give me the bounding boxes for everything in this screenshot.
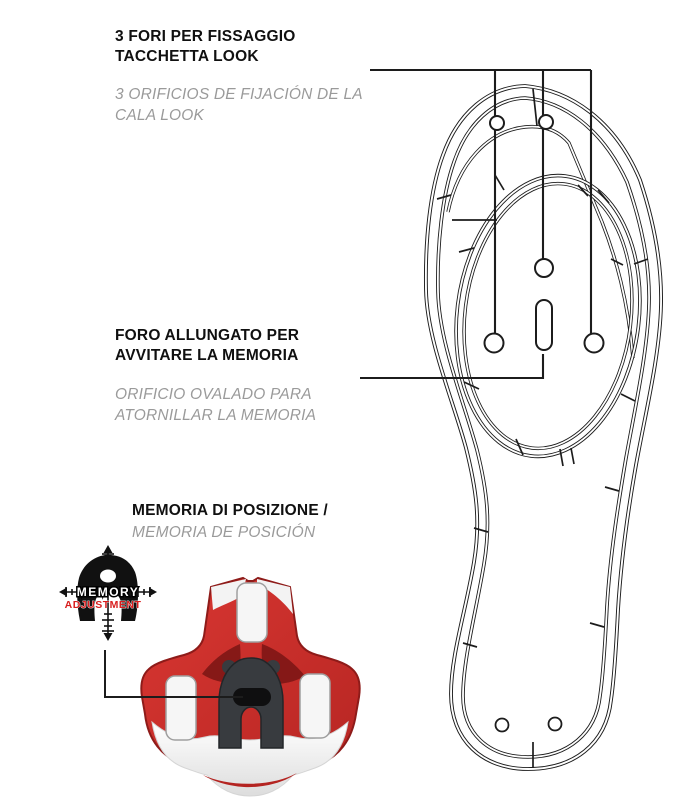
cleat-bolt-hole-right <box>585 334 604 353</box>
cleat-bolt-hole-left <box>485 334 504 353</box>
heel-pad-screw <box>549 718 562 731</box>
label-memory-slot-it: FORO ALLUNGATO PER AVVITARE LA MEMORIA <box>115 327 300 364</box>
logo-adjustment-text: ADJUSTMENT <box>64 599 142 611</box>
label-position-memory-it: MEMORIA DI POSIZIONE / <box>132 502 328 519</box>
memory-adjustment-logo <box>59 545 157 641</box>
label-memory-slot-es: ORIFICIO OVALADO PARA ATORNILLAR LA MEMORIA <box>115 386 317 424</box>
cleat-bolt-hole-center <box>535 259 553 277</box>
magnet-hole <box>100 570 116 583</box>
cleat-illustration <box>105 578 360 796</box>
toe-vent-hole <box>490 116 504 130</box>
memory-screw-slot <box>536 300 552 350</box>
label-cleat-holes-it: 3 FORI PER FISSAGGIO TACCHETTA LOOK <box>115 28 296 65</box>
toe-vent-hole <box>539 115 553 129</box>
label-position-memory-es: MEMORIA DE POSICIÓN <box>132 524 316 541</box>
label-cleat-holes-es: 3 ORIFICIOS DE FIJACIÓN DE LA CALA LOOK <box>115 86 363 124</box>
logo-memory-text: MEMORY <box>76 585 140 599</box>
leader-lines <box>360 70 591 378</box>
heel-pad-screw <box>496 719 509 732</box>
leader-3-holes <box>370 70 591 334</box>
